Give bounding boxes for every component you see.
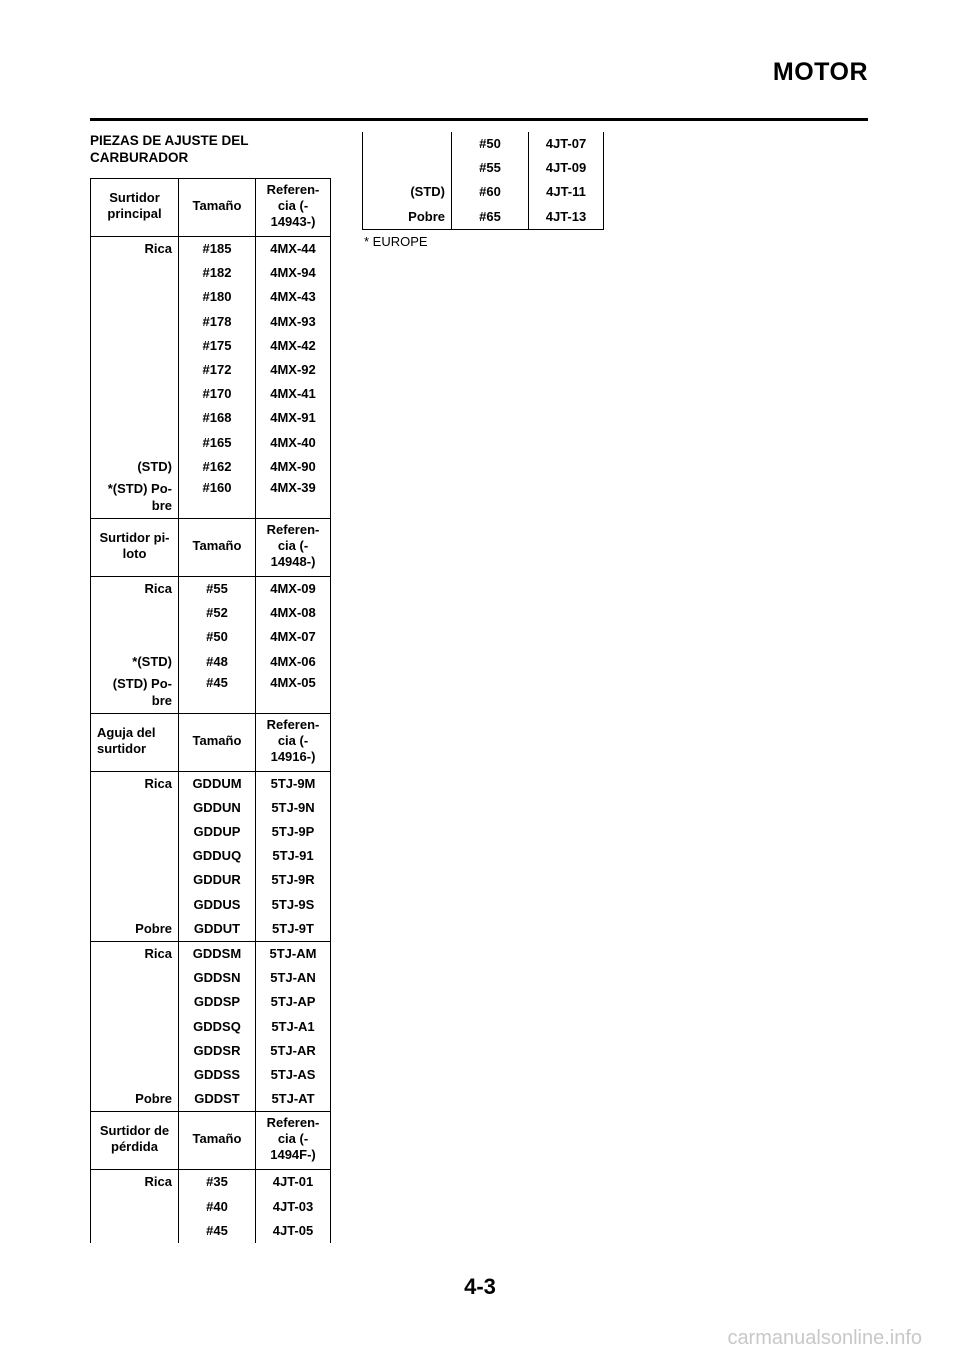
table-cell <box>91 382 179 406</box>
table-cell: 5TJ-9N <box>256 796 331 820</box>
table-cell <box>91 1194 179 1218</box>
table-cell <box>91 820 179 844</box>
table-cell: 5TJ-AR <box>256 1039 331 1063</box>
header-cell: Tamaño <box>179 713 256 771</box>
header-cell: Tamaño <box>179 179 256 237</box>
table-cell: Rica <box>91 771 179 796</box>
header-cell: Referen- cia (- 14943-) <box>256 179 331 237</box>
table-cell: #50 <box>452 132 529 156</box>
table-cell: 4JT-03 <box>256 1194 331 1218</box>
table-cell: #162 <box>179 455 256 479</box>
table-row <box>91 796 331 820</box>
table-cell: GDDSM <box>179 941 256 966</box>
table-row <box>363 132 604 156</box>
table-cell: 4JT-11 <box>529 180 604 204</box>
table-cell: #55 <box>452 156 529 180</box>
table-cell: 4MX-94 <box>256 261 331 285</box>
table-cell: Rica <box>91 1170 179 1195</box>
table-row <box>91 1039 331 1063</box>
header-cell: Tamaño <box>179 1112 256 1170</box>
table-cell: GDDUN <box>179 796 256 820</box>
carburetor-settings-table <box>90 178 331 1243</box>
table-cell: GDDSS <box>179 1063 256 1087</box>
table-cell <box>91 406 179 430</box>
page-number: 4-3 <box>464 1274 496 1299</box>
table-cell: GDDST <box>179 1087 256 1112</box>
table-cell: 4MX-41 <box>256 382 331 406</box>
header-cell: Surtidor principal <box>91 179 179 237</box>
table-cell: #185 <box>179 237 256 262</box>
table-row <box>91 406 331 430</box>
table-row <box>91 941 331 966</box>
table-cell: GDDUQ <box>179 844 256 868</box>
table-row <box>91 455 331 479</box>
table-row <box>91 917 331 942</box>
table-cell: #40 <box>179 1194 256 1218</box>
table-cell: 4MX-05 <box>256 674 331 714</box>
table-cell: 4MX-08 <box>256 601 331 625</box>
table-cell: 5TJ-AN <box>256 966 331 990</box>
table-cell: 4JT-07 <box>529 132 604 156</box>
table-cell: 4MX-42 <box>256 334 331 358</box>
table-row <box>91 310 331 334</box>
table-row <box>91 261 331 285</box>
table-cell: GDDUM <box>179 771 256 796</box>
table-header-row <box>91 179 331 237</box>
table-cell: 4MX-93 <box>256 310 331 334</box>
table-row <box>91 1219 331 1243</box>
table-cell: 5TJ-9T <box>256 917 331 942</box>
table-cell <box>91 261 179 285</box>
table-cell: #35 <box>179 1170 256 1195</box>
table-cell: 4MX-07 <box>256 625 331 649</box>
table-row <box>91 237 331 262</box>
table-cell: #180 <box>179 285 256 309</box>
table-cell: GDDSQ <box>179 1015 256 1039</box>
table-cell: (STD) <box>363 180 452 204</box>
table-cell <box>91 844 179 868</box>
table-cell: 4MX-06 <box>256 649 331 673</box>
table-cell: GDDSP <box>179 990 256 1014</box>
table-cell: GDDUR <box>179 868 256 892</box>
table-cell <box>91 310 179 334</box>
header-cell: Surtidor pi- loto <box>91 518 179 576</box>
page-header-title: MOTOR <box>772 58 868 86</box>
table-cell: #165 <box>179 431 256 455</box>
table-row <box>91 431 331 455</box>
table-row <box>91 820 331 844</box>
header-cell: Referen- cia (- 14916-) <box>256 713 331 771</box>
table-header-row <box>91 518 331 576</box>
table-cell: GDDUS <box>179 893 256 917</box>
table-row <box>363 205 604 230</box>
table-row <box>91 649 331 673</box>
table-cell: #175 <box>179 334 256 358</box>
table-cell: GDDSR <box>179 1039 256 1063</box>
table-row <box>91 893 331 917</box>
table-cell: 4MX-44 <box>256 237 331 262</box>
table-row <box>91 358 331 382</box>
table-cell <box>91 285 179 309</box>
table-cell <box>91 1063 179 1087</box>
table-row <box>91 674 331 714</box>
table-cell: 4MX-09 <box>256 576 331 601</box>
header-cell: Referen- cia (- 14948-) <box>256 518 331 576</box>
table-cell: #48 <box>179 649 256 673</box>
table-cell: 4MX-90 <box>256 455 331 479</box>
table-row <box>91 601 331 625</box>
table-cell: 5TJ-9P <box>256 820 331 844</box>
table-cell: 4MX-92 <box>256 358 331 382</box>
table-cell: 5TJ-AP <box>256 990 331 1014</box>
table-row <box>91 625 331 649</box>
table-cell: Rica <box>91 941 179 966</box>
table-cell: 4JT-05 <box>256 1219 331 1243</box>
table-cell: #52 <box>179 601 256 625</box>
table-cell: 5TJ-AT <box>256 1087 331 1112</box>
table-cell: #45 <box>179 674 256 714</box>
table-cell: GDDUT <box>179 917 256 942</box>
table-cell: #182 <box>179 261 256 285</box>
table-cell <box>91 431 179 455</box>
header-cell: Aguja del surtidor <box>91 713 179 771</box>
table-cell: 4MX-43 <box>256 285 331 309</box>
table-cell: #160 <box>179 479 256 519</box>
table-cell: Rica <box>91 237 179 262</box>
table-cell <box>363 132 452 156</box>
table-cell: 5TJ-91 <box>256 844 331 868</box>
table-cell <box>91 966 179 990</box>
table-cell: #172 <box>179 358 256 382</box>
footnote: * EUROPE <box>364 234 428 249</box>
table-cell <box>363 156 452 180</box>
table-cell: 4JT-13 <box>529 205 604 230</box>
table-cell: Pobre <box>91 1087 179 1112</box>
table-row <box>91 868 331 892</box>
table-row <box>91 1170 331 1195</box>
table-cell: GDDSN <box>179 966 256 990</box>
table-cell: #60 <box>452 180 529 204</box>
table-cell: 4JT-01 <box>256 1170 331 1195</box>
table-header-row <box>91 713 331 771</box>
table-row <box>91 771 331 796</box>
table-cell: *(STD) <box>91 649 179 673</box>
header-cell: Surtidor de pérdida <box>91 1112 179 1170</box>
leak-jet-continued-table <box>362 132 604 230</box>
table-cell: #45 <box>179 1219 256 1243</box>
table-row <box>91 382 331 406</box>
table-cell: 5TJ-9R <box>256 868 331 892</box>
table-cell: 5TJ-A1 <box>256 1015 331 1039</box>
table-row <box>91 479 331 519</box>
table-cell: GDDUP <box>179 820 256 844</box>
table-cell <box>91 1015 179 1039</box>
table-cell: 5TJ-9M <box>256 771 331 796</box>
table-cell <box>91 358 179 382</box>
table-cell <box>91 334 179 358</box>
table-cell <box>91 1039 179 1063</box>
table-cell: Pobre <box>363 205 452 230</box>
watermark: carmanualsonline.info <box>727 1327 922 1349</box>
table-row <box>363 180 604 204</box>
table-row <box>91 334 331 358</box>
table-cell: #55 <box>179 576 256 601</box>
table-cell: 4MX-39 <box>256 479 331 519</box>
table-row <box>91 990 331 1014</box>
table-cell: 5TJ-AM <box>256 941 331 966</box>
table-cell: *(STD) Po- bre <box>91 479 179 519</box>
table-row <box>363 156 604 180</box>
header-cell: Tamaño <box>179 518 256 576</box>
table-cell <box>91 601 179 625</box>
table-cell: #178 <box>179 310 256 334</box>
table-header-row <box>91 1112 331 1170</box>
table-cell: (STD) <box>91 455 179 479</box>
table-cell: 4JT-09 <box>529 156 604 180</box>
table-row <box>91 1015 331 1039</box>
table-cell <box>91 796 179 820</box>
table-cell <box>91 990 179 1014</box>
table-cell: #50 <box>179 625 256 649</box>
table-row <box>91 1063 331 1087</box>
table-row <box>91 1087 331 1112</box>
table-cell: #65 <box>452 205 529 230</box>
section-title: PIEZAS DE AJUSTE DEL CARBURADOR <box>90 133 249 165</box>
table-cell <box>91 625 179 649</box>
table-row <box>91 1194 331 1218</box>
table-row <box>91 844 331 868</box>
table-cell <box>91 1219 179 1243</box>
table-row <box>91 576 331 601</box>
table-row <box>91 966 331 990</box>
table-cell: Rica <box>91 576 179 601</box>
table-cell: 4MX-91 <box>256 406 331 430</box>
table-cell: Pobre <box>91 917 179 942</box>
table-cell: 4MX-40 <box>256 431 331 455</box>
table-cell: #168 <box>179 406 256 430</box>
table-cell: #170 <box>179 382 256 406</box>
table-cell <box>91 893 179 917</box>
header-cell: Referen- cia (- 1494F-) <box>256 1112 331 1170</box>
table-cell <box>91 868 179 892</box>
table-row <box>91 285 331 309</box>
table-cell: 5TJ-AS <box>256 1063 331 1087</box>
header-rule <box>90 118 868 121</box>
table-cell: (STD) Po- bre <box>91 674 179 714</box>
table-cell: 5TJ-9S <box>256 893 331 917</box>
